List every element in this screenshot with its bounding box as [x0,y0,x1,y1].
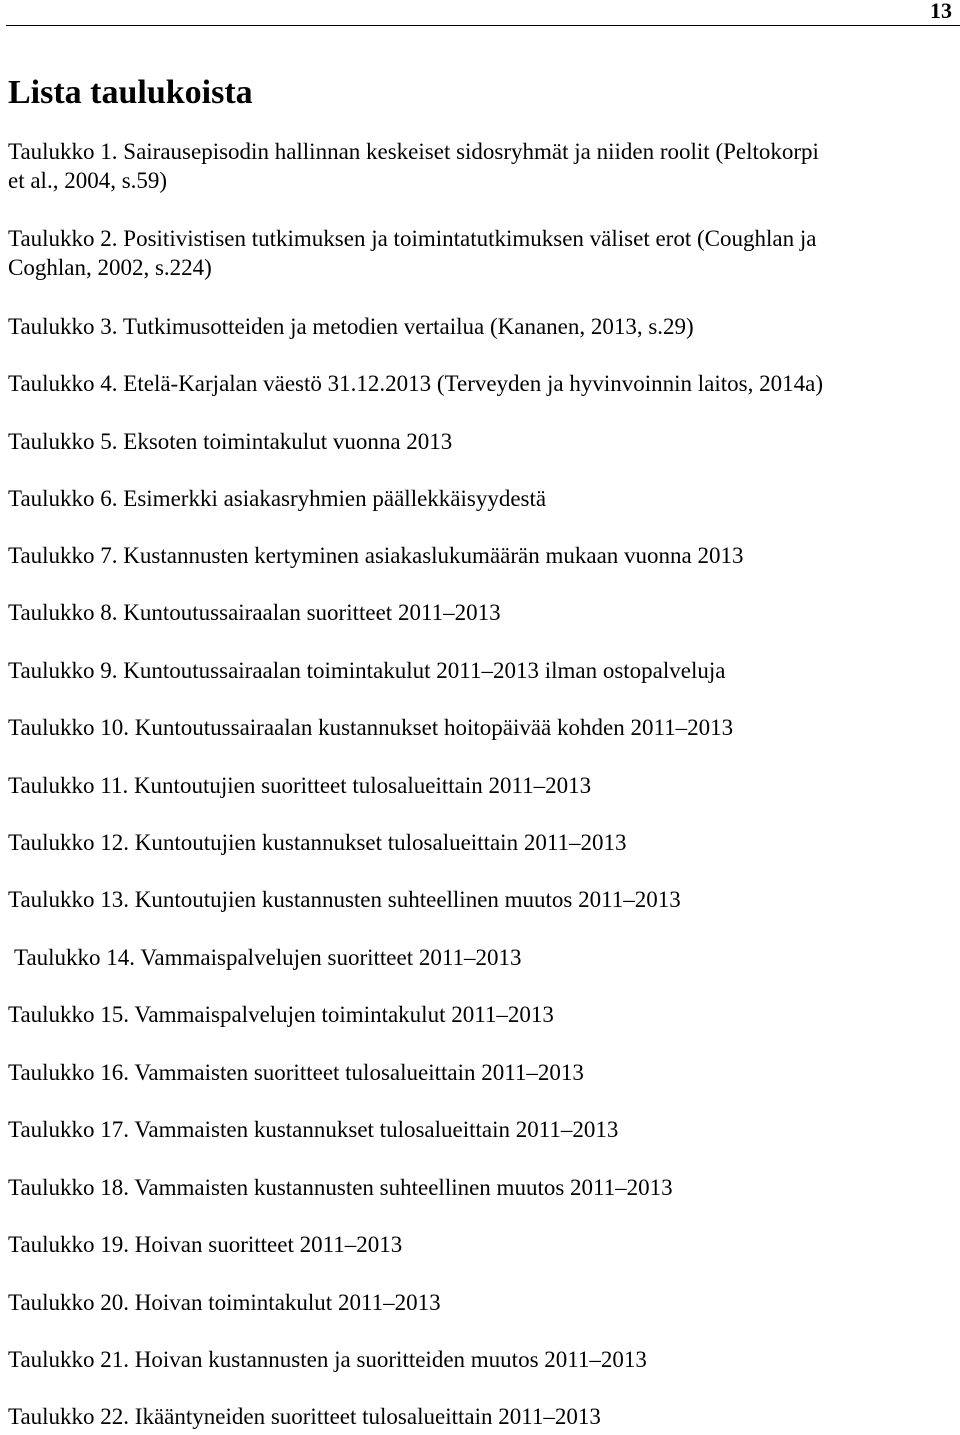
table-list-item-line: Taulukko 1. Sairausepisodin hallinnan keskeiset sidosryhmät ja niiden roolit (Peltokorpi [8,139,819,164]
table-list-item-18 [8,1173,958,1202]
table-list-item-line: Taulukko 15. Vammaispalvelujen toimintakulut 2011–2013 [8,1002,554,1027]
table-list-item-19 [8,1230,958,1259]
table-list-item-16 [8,1058,958,1087]
table-list-item-11 [8,771,958,800]
header-rule [6,25,960,26]
table-list-item-line: Taulukko 11. Kuntoutujien suoritteet tulosalueittain 2011–2013 [8,773,592,798]
table-list-item-8 [8,598,958,627]
table-list-item-21 [8,1345,958,1374]
table-list-item-line: Taulukko 20. Hoivan toimintakulut 2011–2013 [8,1290,441,1315]
table-list-item-1 [8,137,958,195]
table-list-item-17 [8,1115,958,1144]
table-list-item-line: Taulukko 7. Kustannusten kertyminen asiakaslukumäärän mukaan vuonna 2013 [8,543,744,568]
table-list-item-22 [8,1402,958,1431]
table-list-item-line: Taulukko 3. Tutkimusotteiden ja metodien vertailua (Kananen, 2013, s.29) [8,314,694,339]
table-list-item-line: Taulukko 21. Hoivan kustannusten ja suoritteiden muutos 2011–2013 [8,1347,647,1372]
table-list-item-line: Coghlan, 2002, s.224) [8,255,212,280]
table-list-item-4 [8,369,958,398]
table-list-item-7 [8,541,958,570]
table-list-item-line: et al., 2004, s.59) [8,168,168,193]
table-list-item-line: Taulukko 16. Vammaisten suoritteet tulosalueittain 2011–2013 [8,1060,584,1085]
table-list-item-9 [8,656,958,685]
table-list-item-line: Taulukko 10. Kuntoutussairaalan kustannukset hoitopäivää kohden 2011–2013 [8,715,734,740]
table-list-item-line: Taulukko 13. Kuntoutujien kustannusten suhteellinen muutos 2011–2013 [8,887,681,912]
table-list-item-3 [8,312,958,341]
table-list-item-line: Taulukko 4. Etelä-Karjalan väestö 31.12.2013 (Terveyden ja hyvinvoinnin laitos, 2014a) [8,371,823,396]
table-list-item-12 [8,828,958,857]
table-list-item-line: Taulukko 9. Kuntoutussairaalan toimintakulut 2011–2013 ilman ostopalveluja [8,658,726,683]
page-title: Lista taulukoista [8,74,253,111]
table-list-item-line: Taulukko 18. Vammaisten kustannusten suhteellinen muutos 2011–2013 [8,1175,673,1200]
table-list-item-14 [14,943,960,972]
table-list-item-15 [8,1000,958,1029]
table-list-item-line: Taulukko 12. Kuntoutujien kustannukset tulosalueittain 2011–2013 [8,830,627,855]
table-list-item-line: Taulukko 19. Hoivan suoritteet 2011–2013 [8,1232,403,1257]
table-list-item-13 [8,885,958,914]
table-list-item-6 [8,484,958,513]
table-list-item-line: Taulukko 6. Esimerkki asiakasryhmien päällekkäisyydestä [8,486,547,511]
table-list-item-line: Taulukko 22. Ikääntyneiden suoritteet tulosalueittain 2011–2013 [8,1404,601,1429]
table-list-item-line: Taulukko 5. Eksoten toimintakulut vuonna 2013 [8,429,453,454]
table-list-item-line: Taulukko 8. Kuntoutussairaalan suoritteet 2011–2013 [8,600,501,625]
table-list-item-20 [8,1288,958,1317]
table-list-item-10 [8,713,958,742]
table-list-item-5 [8,427,958,456]
page-number: 13 [930,0,952,23]
table-list-item-line: Taulukko 14. Vammaispalvelujen suoritteet 2011–2013 [14,945,522,970]
table-list-item-line: Taulukko 2. Positivistisen tutkimuksen ja toimintatutkimuksen väliset erot (Coughlan ja [8,226,817,251]
table-list-item-line: Taulukko 17. Vammaisten kustannukset tulosalueittain 2011–2013 [8,1117,619,1142]
table-list-item-2 [8,224,958,282]
